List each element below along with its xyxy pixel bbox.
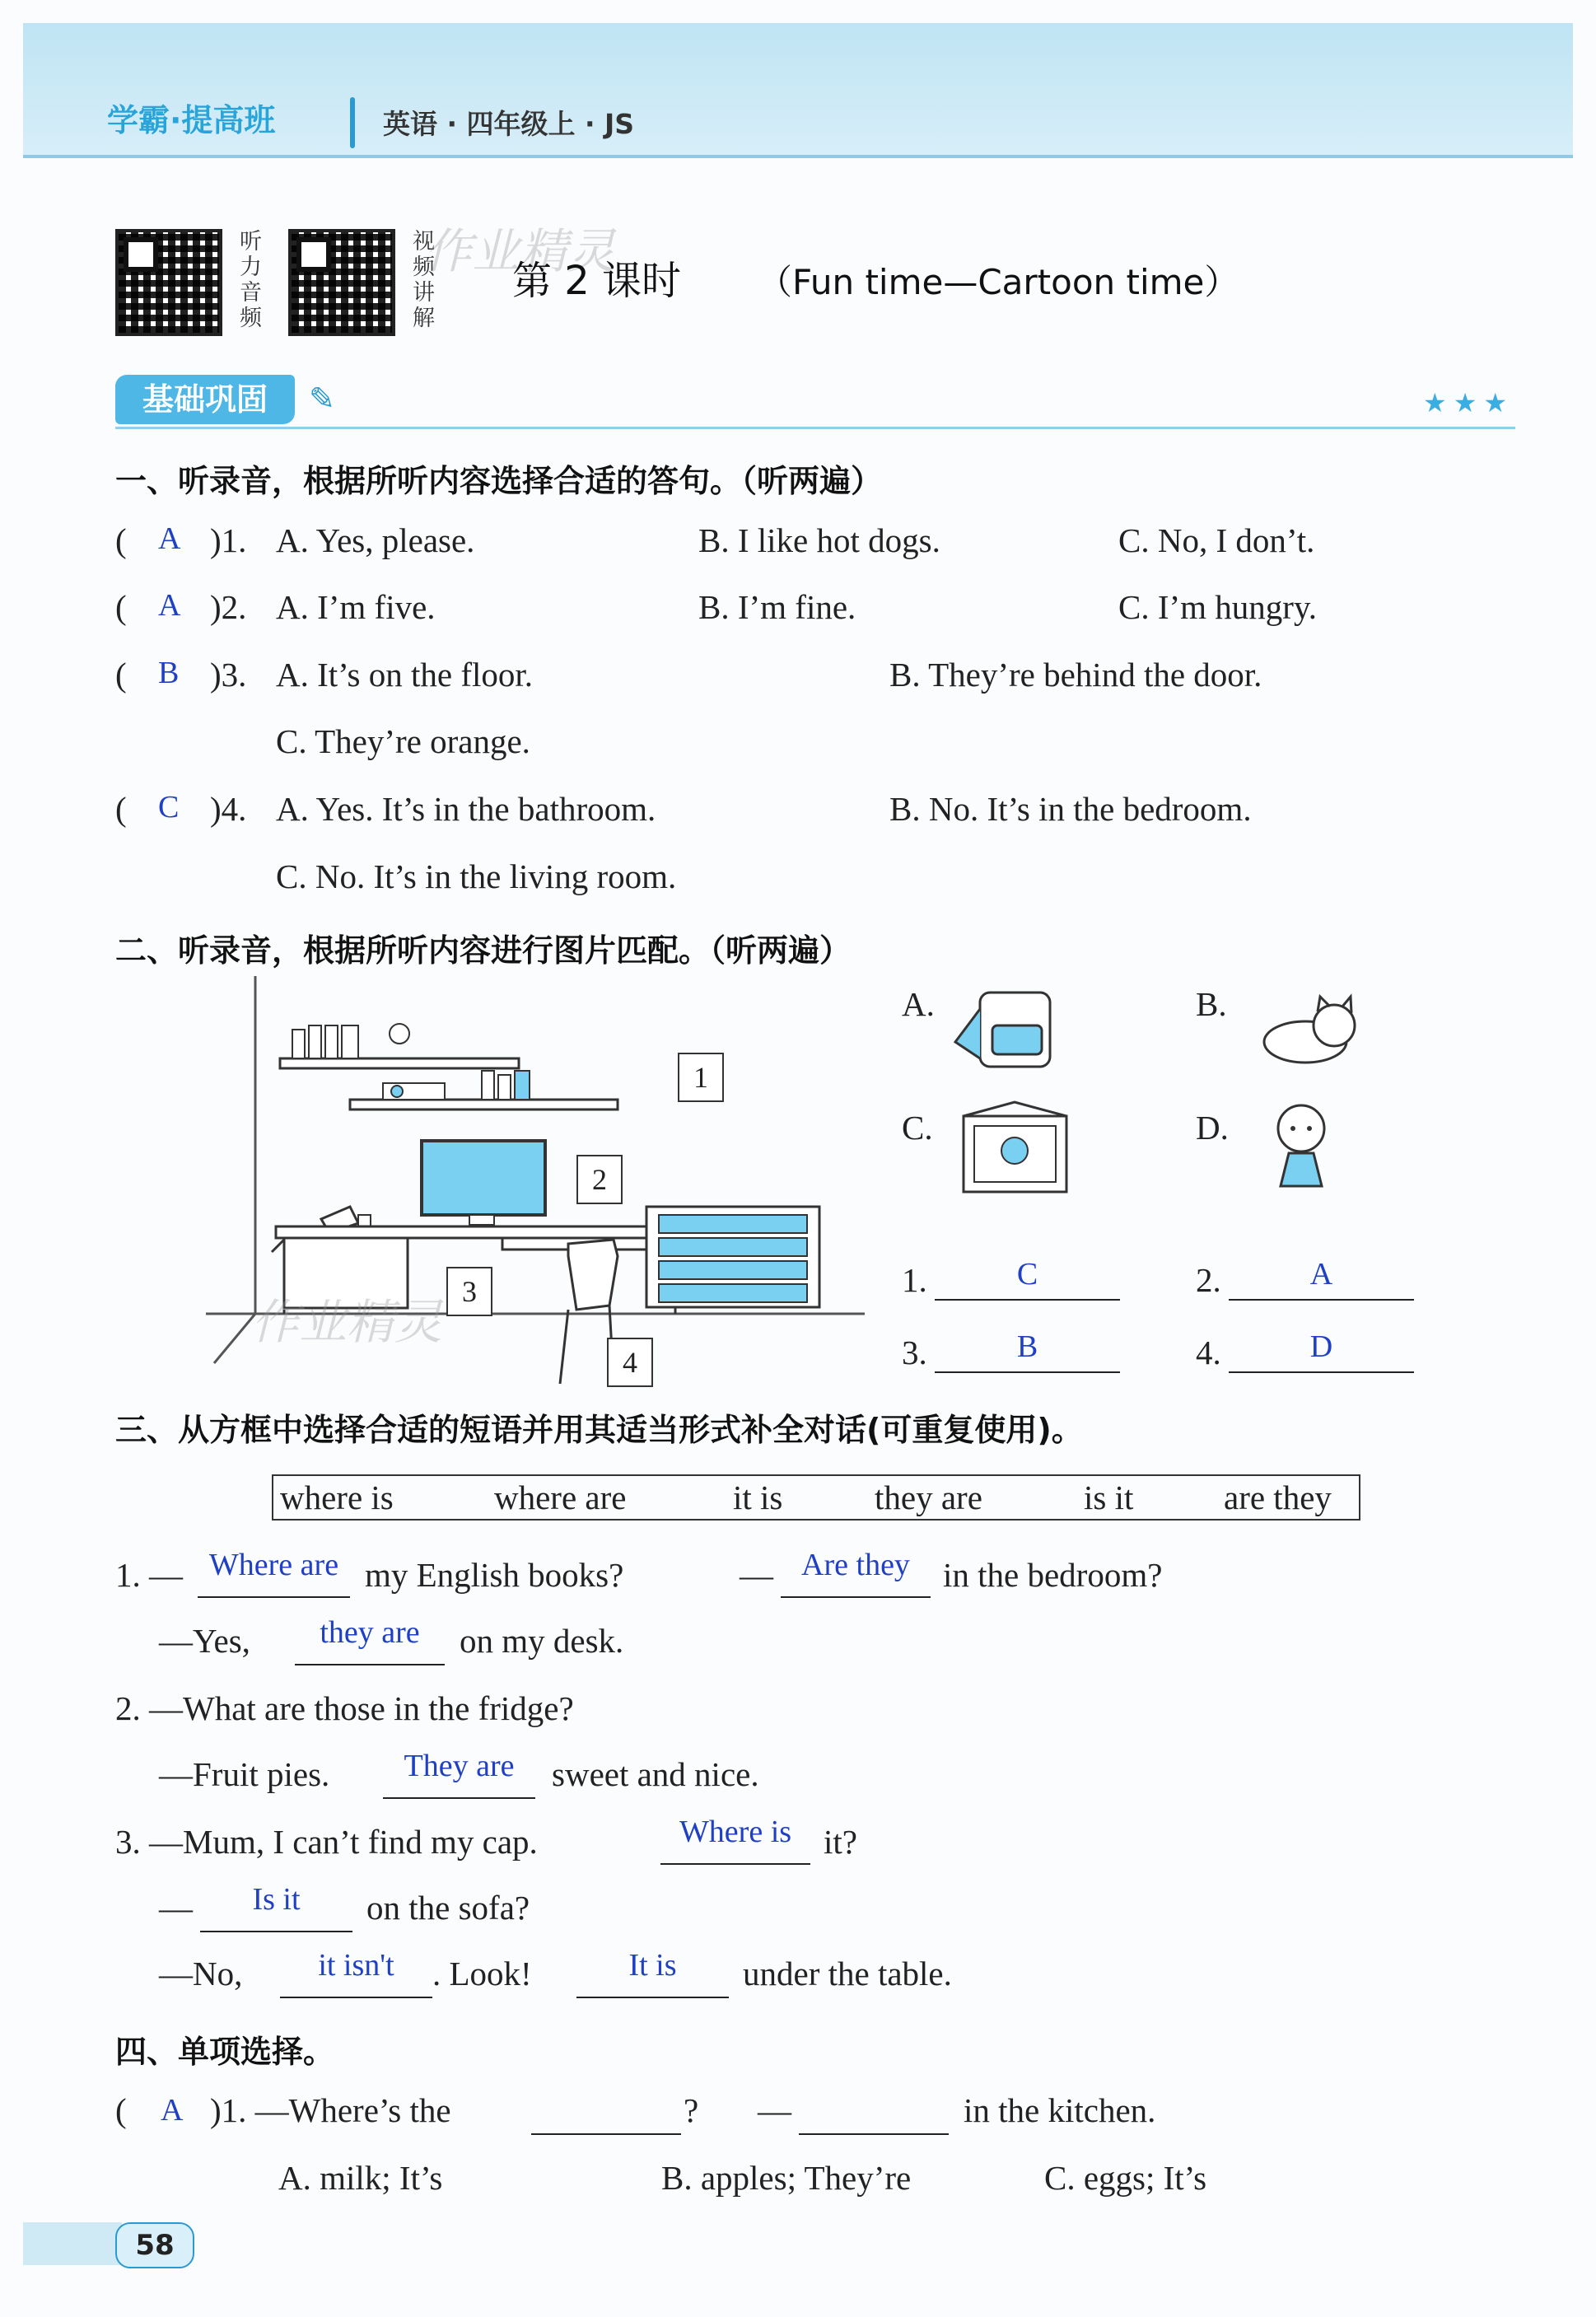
q3-heading: 三、从方框中选择合适的短语并用其适当形式补全对话(可重复使用)。 — [115, 1412, 1083, 1448]
q4-heading: 四、单项选择。 — [115, 2034, 335, 2070]
dialogue-blank[interactable] — [660, 1814, 810, 1865]
q1-option-b: B. No. It’s in the bedroom. — [889, 790, 1252, 828]
q4-option-b: B. apples; They’re — [661, 2159, 912, 2197]
option-c-letter: C. — [902, 1109, 933, 1147]
dialogue-blank[interactable] — [383, 1748, 535, 1799]
match-answer: B — [1016, 1329, 1038, 1364]
q4-option-c: C. eggs; It’s — [1044, 2159, 1207, 2197]
dialogue-text: on my desk. — [460, 1622, 624, 1660]
q4-blank[interactable] — [799, 2097, 949, 2135]
word-option: where are — [494, 1478, 627, 1516]
picture-label-2: 2 — [576, 1155, 623, 1204]
q1-option-b: B. I’m fine. — [698, 588, 856, 626]
lesson-title: 第 2 课时 — [512, 258, 682, 304]
dialogue-text: —No, — [159, 1955, 243, 1992]
q1-item: ( — [115, 521, 127, 559]
option-b-letter: B. — [1196, 985, 1227, 1023]
dialogue-blank[interactable] — [295, 1614, 445, 1665]
dialogue-text: — — [159, 1889, 193, 1927]
watermark: 作业精灵 — [424, 223, 616, 279]
q1-item: ( — [115, 656, 127, 694]
word-bank — [272, 1474, 1360, 1521]
page-strip — [23, 2222, 122, 2265]
q1-option-c: C. I’m hungry. — [1118, 588, 1318, 626]
option-a-letter: A. — [902, 985, 935, 1023]
q1-heading: 一、听录音，根据所听内容选择合适的答句。（听两遍） — [115, 463, 883, 499]
q2-heading: 二、听录音，根据所听内容进行图片匹配。（听两遍） — [115, 932, 852, 969]
section-badge: 基础巩固 — [115, 375, 295, 424]
dialogue-blank[interactable] — [200, 1881, 352, 1932]
q1-option-a: A. I’m five. — [276, 588, 436, 626]
word-option: they are — [875, 1478, 982, 1516]
brand-divider — [350, 97, 355, 148]
q1-answer: A — [158, 588, 181, 623]
q1-option-c: C. They’re orange. — [276, 722, 530, 760]
dialogue-text: —Yes, — [159, 1622, 250, 1660]
dialogue-text: under the table. — [743, 1955, 952, 1992]
option-d-letter: D. — [1196, 1109, 1229, 1147]
match-answer: D — [1309, 1329, 1333, 1364]
dialogue-text: 2. —What are those in the fridge? — [115, 1689, 574, 1727]
picture-label-3: 3 — [446, 1267, 492, 1316]
dialogue-blank[interactable] — [198, 1547, 350, 1598]
q4-text: in the kitchen. — [964, 2091, 1156, 2129]
q1-number: )3. — [210, 656, 247, 694]
brand-logo: 学霸·提高班 — [107, 102, 276, 138]
subject-label: 英语 · 四年级上 · JS — [383, 108, 635, 140]
backpack-icon — [947, 984, 1062, 1075]
match-number: 3. — [902, 1334, 927, 1371]
q4-item: ( — [115, 2091, 127, 2129]
dialogue-answer: It is — [628, 1948, 677, 1983]
q1-option-c: C. No. It’s in the living room. — [276, 857, 677, 895]
q1-option-b: B. I like hot dogs. — [698, 521, 940, 559]
q1-item: ( — [115, 588, 127, 626]
dialogue-text: 1. — — [115, 1556, 183, 1594]
dialogue-blank[interactable] — [280, 1947, 432, 1998]
q4-text: ? — [684, 2091, 699, 2129]
q1-option-a: A. Yes. It’s in the bathroom. — [276, 790, 656, 828]
video-qr-code[interactable] — [288, 229, 395, 336]
q1-number: )2. — [210, 588, 247, 626]
pencil-icon: ✎ — [309, 382, 335, 417]
match-number: 1. — [902, 1261, 927, 1299]
dialogue-text: —Fruit pies. — [159, 1755, 330, 1793]
q4-answer: A — [161, 2093, 184, 2128]
dialogue-blank[interactable] — [576, 1947, 729, 1998]
word-option: is it — [1084, 1478, 1134, 1516]
dialogue-text: 3. —Mum, I can’t find my cap. — [115, 1823, 538, 1861]
q1-item: ( — [115, 790, 127, 828]
match-blank[interactable] — [1229, 1256, 1414, 1301]
video-qr-label: 视频讲解 — [408, 229, 434, 331]
dialogue-answer: Are they — [801, 1548, 910, 1582]
word-option: it is — [733, 1478, 783, 1516]
q4-option-a: A. milk; It’s — [278, 2159, 443, 2197]
q1-answer: B — [158, 656, 180, 690]
q4-question: )1. —Where’s the — [210, 2091, 451, 2129]
q1-number: )1. — [210, 521, 247, 559]
picture-frame-icon — [959, 1100, 1071, 1194]
section-divider — [115, 427, 1515, 429]
q4-text: — — [758, 2091, 791, 2129]
dialogue-text: it? — [824, 1823, 857, 1861]
doll-icon — [1264, 1095, 1338, 1198]
word-option: are they — [1224, 1478, 1332, 1516]
match-blank[interactable] — [935, 1256, 1120, 1301]
q1-number: )4. — [210, 790, 247, 828]
picture-label-1: 1 — [678, 1053, 724, 1102]
page-number: 58 — [115, 2222, 194, 2268]
match-blank[interactable] — [1229, 1329, 1414, 1373]
q1-option-a: A. It’s on the floor. — [276, 656, 534, 694]
q1-answer: C — [158, 790, 180, 824]
match-answer: C — [1016, 1257, 1038, 1292]
picture-label-4: 4 — [607, 1338, 653, 1387]
dialogue-answer: Where is — [679, 1815, 792, 1849]
watermark: 作业精灵 — [251, 1294, 443, 1350]
difficulty-stars: ★★★ — [1423, 388, 1514, 418]
q4-blank[interactable] — [531, 2097, 681, 2135]
dialogue-text: my English books? — [365, 1556, 624, 1594]
dialogue-text: . Look! — [432, 1955, 532, 1992]
audio-qr-label: 听力音频 — [236, 229, 261, 331]
q1-answer: A — [158, 521, 181, 556]
cat-icon — [1256, 988, 1371, 1071]
dialogue-answer: They are — [404, 1749, 515, 1783]
dialogue-answer: they are — [320, 1615, 420, 1650]
q1-option-a: A. Yes, please. — [276, 521, 475, 559]
dialogue-text: sweet and nice. — [552, 1755, 759, 1793]
match-answer: A — [1309, 1257, 1333, 1292]
word-option: where is — [280, 1478, 394, 1516]
match-blank[interactable] — [935, 1329, 1120, 1373]
dialogue-answer: it isn't — [318, 1948, 394, 1983]
dialogue-blank[interactable] — [781, 1547, 931, 1598]
match-number: 4. — [1196, 1334, 1221, 1371]
audio-qr-code[interactable] — [115, 229, 222, 336]
lesson-subtitle: （Fun time—Cartoon time） — [758, 262, 1239, 302]
dialogue-text: — — [740, 1556, 773, 1594]
match-number: 2. — [1196, 1261, 1221, 1299]
q1-option-c: C. No, I don’t. — [1118, 521, 1315, 559]
dialogue-answer: Where are — [208, 1548, 339, 1582]
dialogue-answer: Is it — [252, 1882, 301, 1917]
q1-option-b: B. They’re behind the door. — [889, 656, 1262, 694]
dialogue-text: on the sofa? — [366, 1889, 530, 1927]
dialogue-text: in the bedroom? — [943, 1556, 1163, 1594]
